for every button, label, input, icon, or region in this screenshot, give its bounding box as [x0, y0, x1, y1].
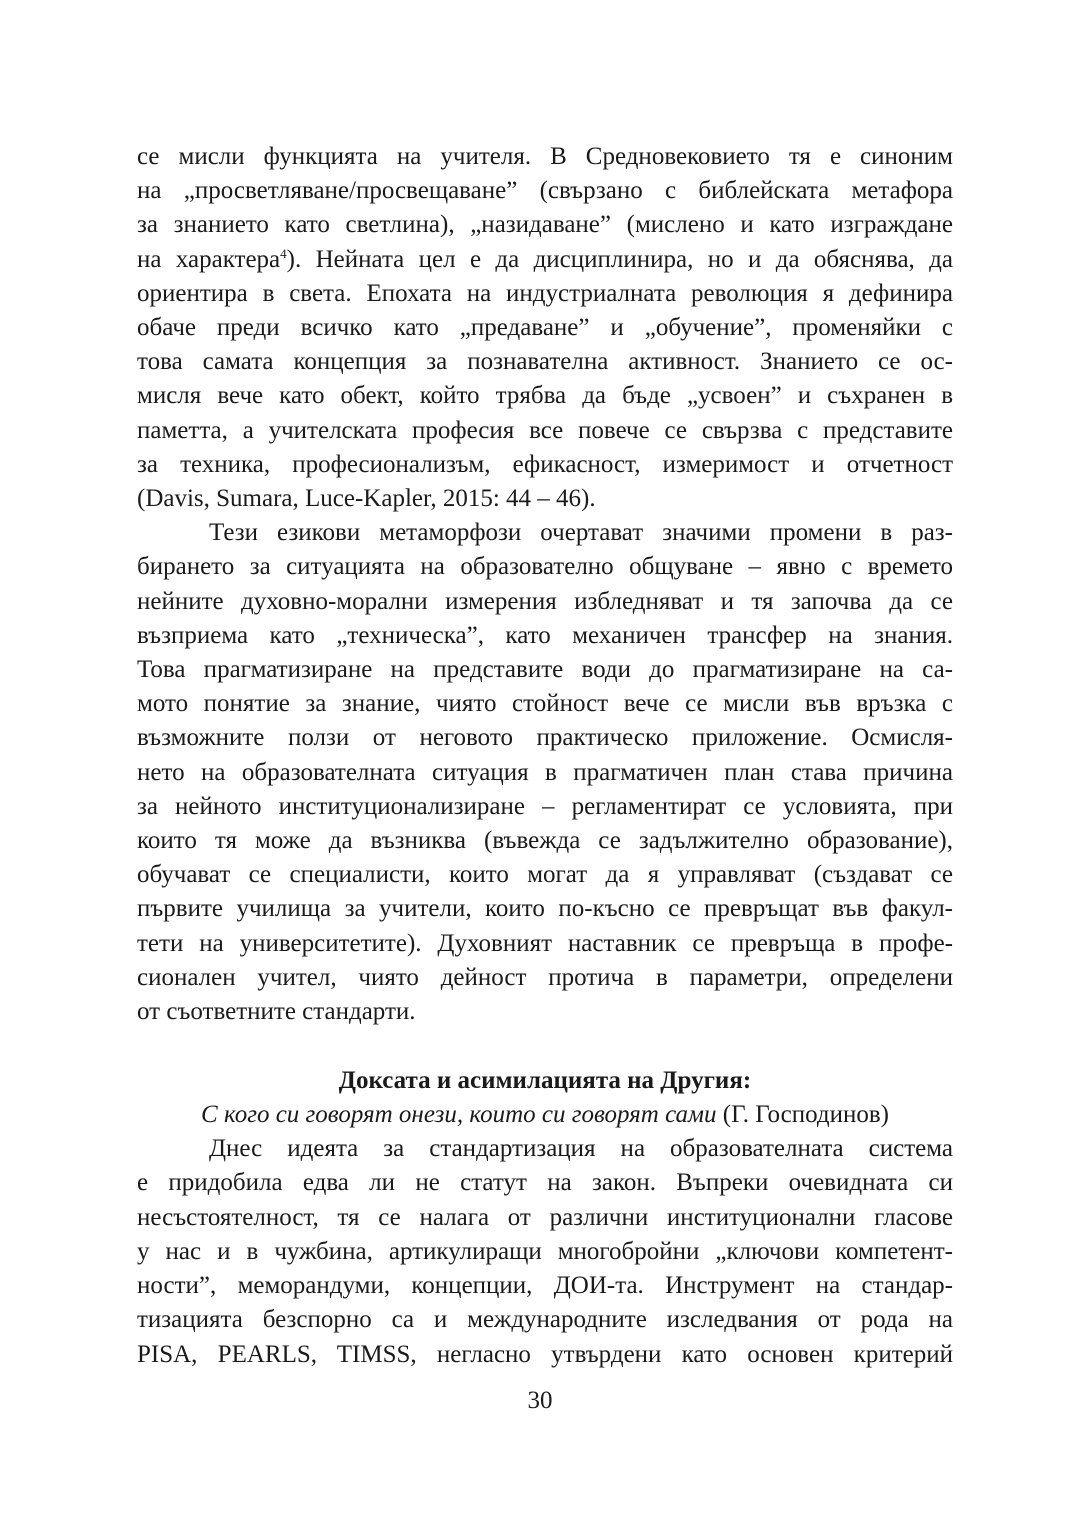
footnote-reference: 4	[280, 245, 287, 261]
text-line: за техника, професионализъм, ефикасност, измеримост и отчетност	[137, 450, 953, 478]
subheading-quote: С кого си говорят онези, които си говорят сами	[201, 1101, 717, 1129]
text-line: нейните духовно-морални измерения избледняват и тя започва да се	[137, 587, 953, 615]
text-line: PISA, PEARLS, TIMSS, негласно утвърдени като основен критерий	[137, 1340, 953, 1368]
text-line: сионален учител, чиято дейност протича в параметри, определени	[137, 963, 953, 991]
text-line-with-footnote	[137, 243, 953, 277]
text-line: обаче преди всичко като „предаване” и „обучение”, променяйки с	[137, 314, 953, 342]
text-line: се мисли функцията на учителя. В Средновековието тя е синоним	[137, 143, 953, 170]
text-line: тизацията безспорно са и международните изследвания от рода на	[137, 1306, 953, 1334]
subheading-author: (Г. Господинов)	[716, 1101, 889, 1129]
text-line: несъстоятелност, тя се налага от различни институционални гласове	[137, 1203, 953, 1231]
text-line: Днес идеята за стандартизация на образователната система	[209, 1135, 953, 1163]
paragraph-1	[137, 140, 953, 516]
text-line: ориентира в света. Епохата на индустриалната революция я дефинира	[137, 279, 953, 307]
text-line: за нейното институционализиране – регламентират се условията, при	[137, 792, 953, 820]
text-line: мисля вече като обект, който трябва да бъде „усвоен” и съхранен в	[137, 382, 953, 410]
text-fragment: ). Нейната цел е да дисциплинира, но и да обяснява, да	[286, 245, 953, 273]
paragraph-3	[137, 1132, 953, 1371]
text-line: възприема като „техническа”, като механичен трансфер на знания.	[137, 621, 953, 649]
text-line: Тези езикови метаморфози очертават значими промени в раз-	[209, 519, 953, 547]
text-line: паметта, а учителската професия все повече се свързва с представите	[137, 416, 953, 444]
section-heading: Доксата и асимилацията на Другия:	[338, 1067, 752, 1095]
text-line: ности”, меморандуми, концепции, ДОИ-та. Инструмент на стандар-	[137, 1272, 953, 1300]
text-line: бирането за ситуацията на образователно общуване – явно с времето	[137, 553, 953, 581]
text-line: мото понятие за знание, чиято стойност вече се мисли във връзка с	[137, 690, 953, 718]
section-subheading	[137, 1098, 953, 1132]
text-line: които тя може да възниква (въвежда се задължително образование),	[137, 827, 953, 855]
text-line: възможните ползи от неговото практическо приложение. Осмисля-	[137, 724, 953, 752]
text-line: първите училища за учители, които по-късно се превръщат във факул-	[137, 895, 953, 923]
page-body	[137, 140, 953, 1372]
text-line: (Davis, Sumara, Luce-Kapler, 2015: 44 – 46).	[137, 485, 596, 513]
text-line: нето на образователната ситуация в прагматичен план става причина	[137, 758, 953, 786]
text-line: това самата концепция за познавателна активност. Знанието се ос-	[137, 348, 953, 376]
text-line: Това прагматизиране на представите води до прагматизиране на са-	[137, 656, 953, 684]
paragraph-2	[137, 516, 953, 1029]
text-line: на „просветляване/просвещаване” (свързано с библейската метафора	[137, 177, 953, 205]
text-line: за знанието като светлина), „назидаване” (мислено и като изграждане	[137, 211, 953, 239]
section-spacer	[137, 1029, 953, 1064]
text-line: е придобила едва ли не статут на закон. Въпреки очевидната си	[137, 1169, 953, 1197]
text-line: у нас и в чужбина, артикулиращи многобройни „ключови компетент-	[137, 1237, 953, 1265]
text-fragment: на характера	[137, 245, 281, 273]
page-number: 30	[527, 1387, 553, 1414]
text-line: тети на университетите). Духовният наставник се превръща в профе-	[137, 929, 953, 957]
text-line: обучават се специалисти, които могат да я управляват (създават се	[137, 861, 953, 889]
text-line: от съответните стандарти.	[137, 998, 416, 1026]
